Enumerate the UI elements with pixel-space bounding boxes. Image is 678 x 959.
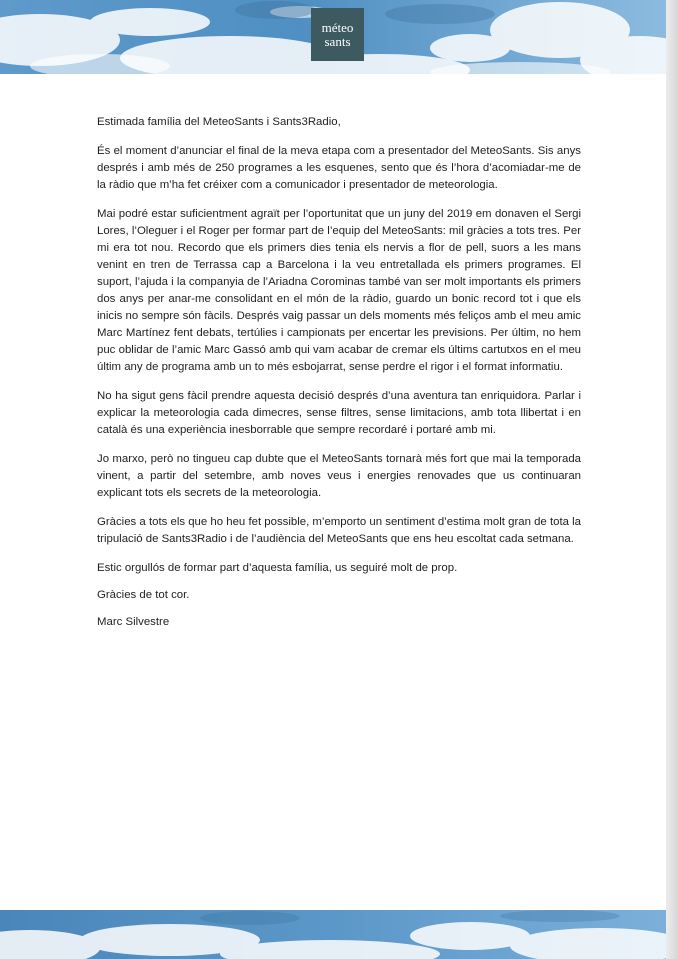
meteosants-logo	[311, 8, 364, 61]
letter-signature: Marc Silvestre	[97, 615, 170, 628]
letter-paragraph-5: Gràcies a tots els que ho heu fet possible, m’emporto un sentiment d’estima molt gran de tota la tripulació de Sants3Radio i de l’audiència del MeteoSants que ens heu escoltat cada setmana.	[97, 515, 581, 545]
logo-line-meteo: méteo	[321, 19, 354, 35]
letter-paragraph-1: És el moment d’anunciar el final de la meva etapa com a presentador del MeteoSants. Sis anys després i amb més de 250 programes a les esquenes, sento que és l’hora d’acomiadar-me de la ràdio que m’ha fet créixer com a comunicador i presentador de meteorologia.	[97, 144, 581, 191]
page-edge-shadow	[666, 0, 678, 959]
logo-line-sants: sants	[324, 33, 351, 49]
footer-sky-banner	[0, 910, 666, 959]
letter-paragraph-6: Estic orgullós de formar part d’aquesta família, us seguiré molt de prop.	[97, 561, 458, 574]
letter-paragraph-3: No ha sigut gens fàcil prendre aquesta decisió després d’una aventura tan enriquidora. Parlar i explicar la meteorologia cada dimecres, sense filtres, sense limitacions, amb tota llibertat i en català és una experiència inesborrable que sempre recordaré i portaré amb mi.	[97, 390, 581, 437]
letter-body	[97, 114, 581, 643]
letter-paragraph-4: Jo marxo, però no tingueu cap dubte que el MeteoSants tornarà més fort que mai la temporada vinent, a partir del setembre, amb noves veus i energies renovades que us continuaran explicant tots els secrets de la meteorologia.	[97, 452, 581, 500]
letter-closing: Gràcies de tot cor.	[97, 588, 190, 601]
letter-greeting: Estimada família del MeteoSants i Sants3Radio,	[97, 116, 341, 128]
letter-paragraph-2: Mai podré estar suficientment agraït per l’oportunitat que un juny del 2019 em donaven el Sergi Lores, l’Oleguer i el Roger per formar part de l’equip del MeteoSants: mil gràcies a tots tres. Per mi era tot nou. Recordo que els primers dies tenia els nervis a flor de pell, suors a les mans venint en tren de Terrassa cap a Barcelona i la veu entretallada els primers programes. El suport, l’ajuda i la companyia de l’Ariadna Corominas també van ser molt importants els primers dos anys per anar-me consolidant en el món de la ràdio, guardo un bonic record tot i que els inicis no sempre són fàcils. Després vaig passar un dels moments més feliços amb el meu amic Marc Martínez fent debats, tertúlies i campionats per encertar les previsions. Per últim, no hem puc oblidar de l’amic Marc Gassó amb qui vam acabar de cremar els últims cartutxos en el meu últim any de programa amb un to més esbojarrat, sense perdre el rigor i el format informatiu.	[97, 207, 581, 374]
